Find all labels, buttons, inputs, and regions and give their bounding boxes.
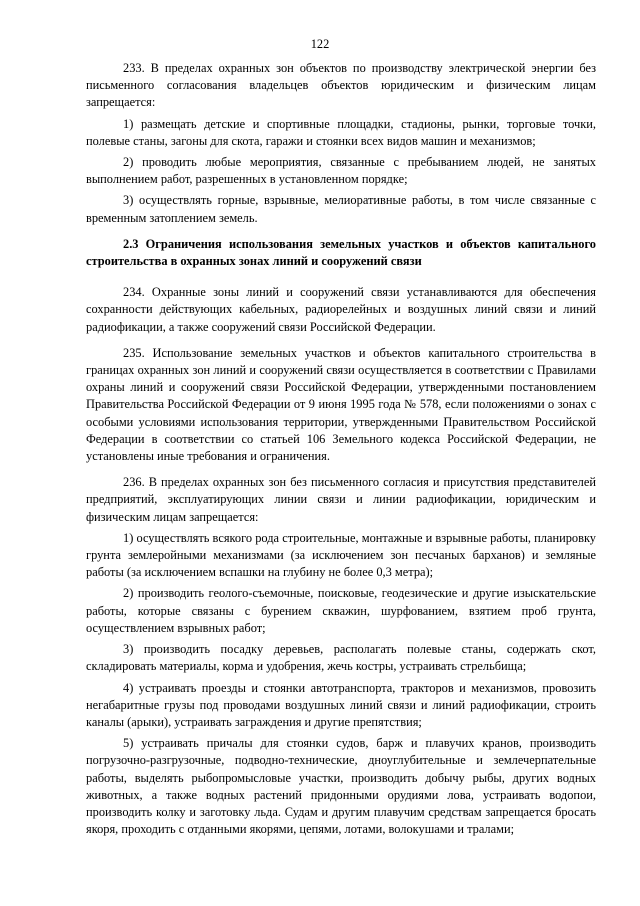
- list-item-233-2: 2) проводить любые мероприятия, связанные с пребыванием людей, не занятых выполнением работ, разрешенных в установленном порядке;: [86, 155, 596, 187]
- paragraph-234: 234. Охранные зоны линий и сооружений связи устанавливаются для обеспечения сохранности действующих кабельных, радиорелейных и воздушных линий связи и линий радиофикации, а также сооружений связи Российской Федерации.: [86, 285, 596, 334]
- document-body: [86, 60, 596, 838]
- paragraph-236: 236. В пределах охранных зон без письменного согласия и присутствия представителей предприятий, эксплуатирующих линии связи и линии радиофикации, юридическим и физическим лицам запрещается:: [86, 475, 596, 524]
- list-item-236-4: 4) устраивать проезды и стоянки автотранспорта, тракторов и механизмов, провозить негабаритные грузы под проводами воздушных линий связи и линий радиофикации, строить каналы (арыки), устраивать заграждения и другие препятствия;: [86, 680, 596, 729]
- list-item-233-3: 3) осуществлять горные, взрывные, мелиоративные работы, в том числе связанные с временным затоплением земель.: [86, 193, 596, 225]
- list-item-233-1: 1) размещать детские и спортивные площадки, стадионы, рынки, торговые точки, полевые станы, загоны для скота, гаражи и стоянки всех видов машин и механизмов;: [86, 116, 596, 148]
- list-item-236-3: 3) производить посадку деревьев, располагать полевые станы, содержать скот, складировать материалы, корма и удобрения, жечь костры, устраивать стрельбища;: [86, 642, 596, 674]
- paragraph-235: 235. Использование земельных участков и объектов капитального строительства в границах охранных зон линий и сооружений связи осуществляется в соответствии с Правилами охраны линий и сооружений связи Российской Федерации, утвержденными постановлением Правительства Российской Федерации от 9 июня 1995 года № 578, если положениями о зонах с особыми условиями использования территории, утвержденными Правительством Российской Федерации в соответствии со статьей 106 Земельного кодекса Российской Федерации, не установлены иные требования и ограничения.: [86, 345, 596, 464]
- list-item-236-2: 2) производить геолого-съемочные, поисковые, геодезические и другие изыскательские работы, которые связаны с бурением скважин, шурфованием, взятием проб грунта, осуществлением взрывных работ;: [86, 586, 596, 635]
- list-item-236-1: 1) осуществлять всякого рода строительные, монтажные и взрывные работы, планировку грунта землеройными механизмами (за исключением зон песчаных барханов) и земляные работы (за исключением вспашки на глубину не более 0,3 метра);: [86, 530, 596, 580]
- list-item-236-5: 5) устраивать причалы для стоянки судов, барж и плавучих кранов, производить погрузочно-разгрузочные, подводно-технические, дноуглубительные и землечерпательные работы, выделять рыбопромысловые участки, производить добычу рыбы, других водных животных, а также водных растений придонными орудиями лова, устраивать водопои, производить колку и заготовку льда. Судам и другим плавучим средствам запрещается бросать якоря, проходить с отданными якорями, цепями, лотами, волокушами и тралами;: [86, 736, 596, 837]
- page-number: 122: [310, 37, 330, 51]
- section-heading-2-3: 2.3 Ограничения использования земельных участков и объектов капитального строительства в охранных зонах линий и сооружений связи: [86, 236, 596, 269]
- paragraph-233: 233. В пределах охранных зон объектов по производству электрической энергии без письменного согласования владельцев объектов юридическим и физическим лицам запрещается:: [86, 61, 596, 110]
